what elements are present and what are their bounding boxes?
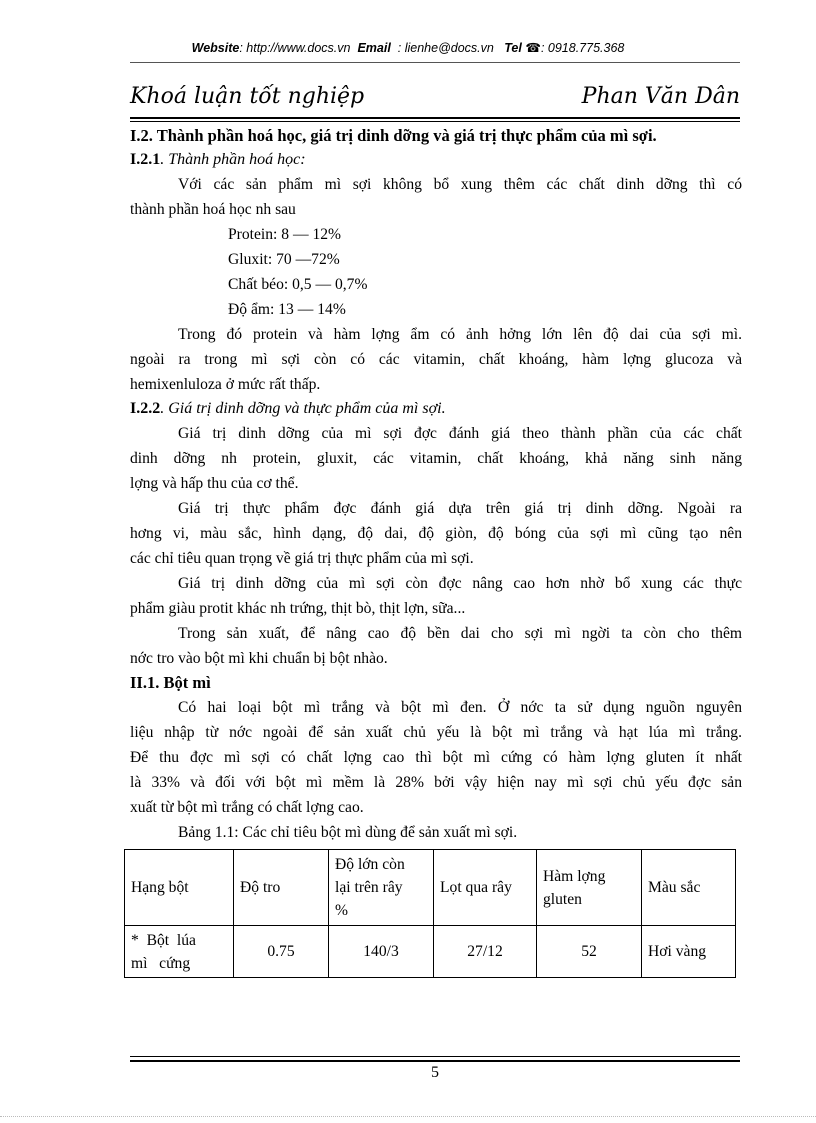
subsection-number: I.2.2 [130,400,161,417]
text-line: Để thu đợc mì sợi có chất lợng cao thì bột mì cứng có hàm lợng gluten ít nhất [130,749,742,766]
section-heading-1-2: I.2. Thành phần hoá học, giá trị dinh dỡng và giá trị thực phẩm của mì sợi. [130,126,657,145]
top-divider [130,62,740,63]
text-line: hemixenluloza ở mức rất thấp. [130,376,321,393]
table-cell-passed: 27/12 [434,926,537,978]
list-item: Chất béo: 0,5 — 0,7% [228,276,368,293]
table-caption: Bảng 1.1: Các chỉ tiêu bột mì dùng để sản xuất mì sợi. [178,824,518,841]
header-rule-thin [130,121,740,122]
list-item: Protein: 8 — 12% [228,226,342,243]
text-line: dinh dỡng nh protein, gluxit, các vitamin, chất khoáng, khả năng sinh năng [130,450,742,467]
table-header-row [125,850,736,926]
text-line: thành phần hoá học nh sau [130,201,296,218]
list-item: Gluxit: 70 —72% [228,251,340,268]
flour-spec-table [124,849,736,978]
paragraph [130,496,742,571]
table-header-cell [329,850,434,926]
header-line: Độ lớn còn [335,856,405,873]
text-line: Giá trị thực phẩm đợc đánh giá dựa trên giá trị dinh dỡng. Ngoài ra [178,500,742,517]
tel-label: Tel [504,41,522,55]
subsection-heading-1-2-2 [130,397,742,421]
table-header-cell: Lọt qua rây [434,850,537,926]
paragraph [130,571,742,621]
subsection-number: I.2.1 [130,151,161,168]
cell-line: * Bột lúa [131,931,196,949]
tel-value: : 0918.775.368 [540,41,625,55]
text-line: Trong đó protein và hàm lợng ẩm có ảnh hởng lớn lên độ dai của sợi mì. [178,326,742,343]
text-line: liệu nhập từ nớc ngoài để sản xuất chủ yếu là bột mì trắng và hạt lúa mì trắng. [130,724,742,741]
header-line: lại trên rây [335,879,403,896]
subsection-title: . Thành phần hoá học: [160,151,306,168]
text-line: ngoài ra trong mì sợi còn có các vitamin, chất khoáng, hàm lợng glucoza và [130,351,742,368]
page-header [130,84,740,118]
table-header-cell: Hạng bột [125,850,234,926]
table-cell-color: Hơi vàng [642,926,736,978]
paragraph [130,621,742,671]
text-line: phẩm giàu protit khác nh trứng, thịt bò, thịt lợn, sữa... [130,600,466,617]
footer-rule-thin [130,1056,740,1057]
cell-line: mì cứng [131,954,191,972]
table-header-cell [537,850,642,926]
header-line: Hàm lợng [543,867,606,885]
table-header-cell: Độ tro [234,850,329,926]
text-line: Giá trị dinh dỡng của mì sợi đợc đánh giá theo thành phần của các chất [178,425,742,442]
text-line: Giá trị dinh dỡng của mì sợi còn đợc nâng cao hơn nhờ bổ xung các thực [178,575,742,592]
subsection-title: . Giá trị dinh dỡng và thực phẩm của mì sợi. [160,400,446,417]
paragraph [130,322,742,397]
table-cell-retained: 140/3 [329,926,434,978]
text-line: xuất từ bột mì trắng có chất lợng cao. [130,799,364,816]
list-item: Độ ẩm: 13 — 14% [228,301,346,318]
website-label: Website [191,41,240,55]
paragraph [130,695,742,820]
header-line: gluten [543,890,582,908]
document-body [130,124,742,978]
email-value[interactable]: : lienhe@docs.vn [397,41,494,55]
page-edge-divider [0,1116,816,1117]
text-line: nớc tro vào bột mì khi chuẩn bị bột nhào. [130,650,388,667]
table-cell-ash: 0.75 [234,926,329,978]
text-line: là 33% và đối với bột mì mềm là 28% bởi vậy hiện nay mì sợi chủ yếu đợc sản [130,774,742,791]
email-label: Email [357,41,391,55]
paragraph [130,421,742,496]
header-line: % [335,902,348,919]
table-row [125,926,736,978]
text-line: Có hai loại bột mì trắng và bột mì đen. Ở nớc ta sử dụng nguồn nguyên [178,699,742,716]
header-rule [130,117,740,119]
text-line: Với các sản phẩm mì sợi không bổ xung thêm các chất dinh dỡng thì có [178,176,742,193]
subsection-heading-1-2-1 [130,148,742,172]
section-heading-2-1: II.1. Bột mì [130,673,211,692]
phone-icon: ☎ [525,41,541,55]
text-line: Trong sản xuất, để nâng cao độ bền dai cho sợi mì ngời ta còn cho thêm [178,625,742,642]
header-author: Phan Văn Dân [581,84,740,109]
text-line: các chỉ tiêu quan trọng về giá trị thực phẩm của mì sợi. [130,550,474,567]
paragraph [130,172,742,222]
footer-rule [130,1060,740,1062]
website-contact-bar [0,40,816,55]
composition-list [130,222,742,322]
header-thesis-title: Khoá luận tốt nghiệp [130,84,365,109]
page-number: 5 [431,1064,439,1081]
text-line: lợng và hấp thu của cơ thể. [130,475,299,492]
table-cell-gluten: 52 [537,926,642,978]
text-line: hơng vi, màu sắc, hình dạng, độ dai, độ giòn, độ bóng của sợi mì cũng tạo nên [130,525,742,542]
table-header-cell: Màu sắc [642,850,736,926]
table-cell-grade [125,926,234,978]
website-url[interactable]: : http://www.docs.vn [239,41,351,55]
